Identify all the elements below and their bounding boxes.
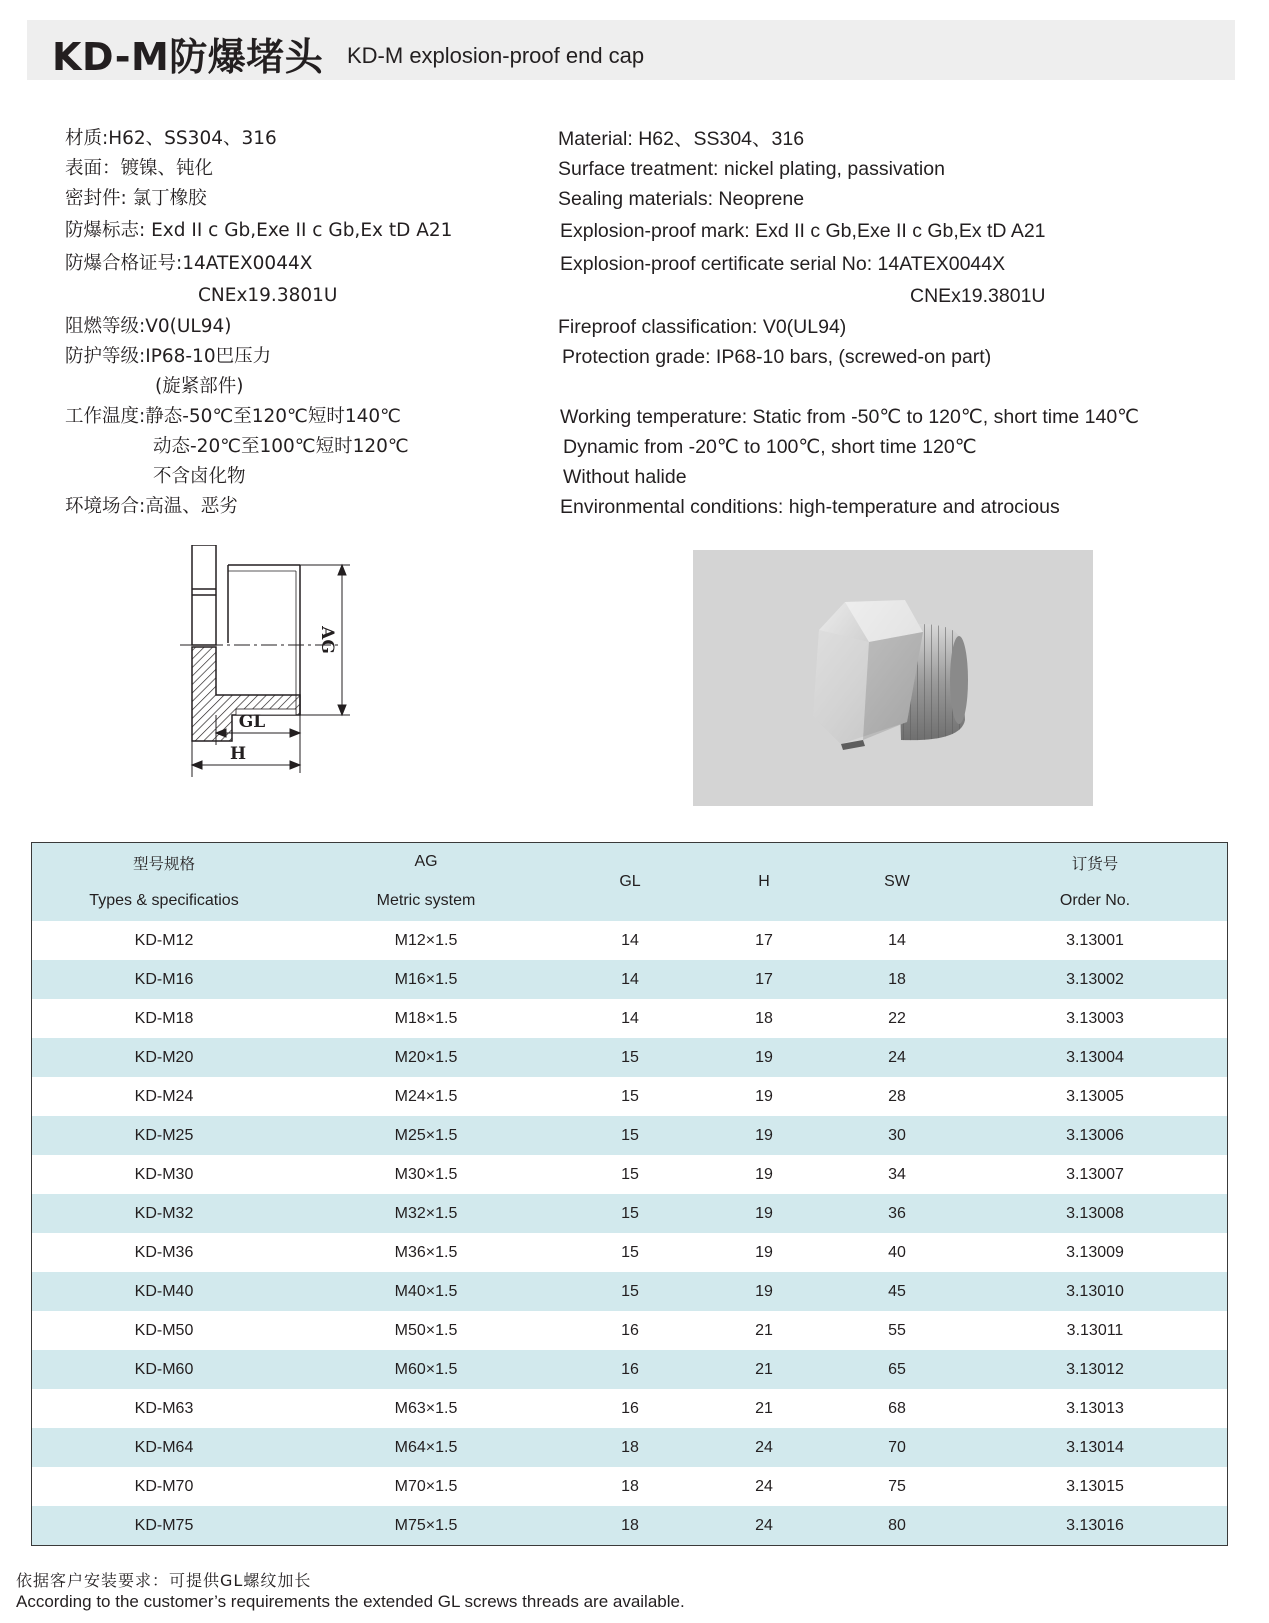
cell-sw: 34 [888, 1166, 906, 1183]
cell-order: 3.13016 [1066, 1517, 1124, 1534]
cell-sw: 80 [888, 1517, 906, 1534]
product-photo [693, 550, 1093, 806]
table-row [32, 1389, 1227, 1428]
spec-zh-certificate-2: CNEx19.3801U [198, 285, 338, 306]
cell-gl: 14 [621, 932, 639, 949]
end-cap-image [693, 550, 1093, 806]
cell-ag: M70×1.5 [394, 1478, 458, 1495]
cell-order: 3.13011 [1066, 1322, 1124, 1339]
table-row [32, 1077, 1227, 1116]
table-row [32, 1428, 1227, 1467]
table-row [32, 921, 1227, 960]
cell-ag: M16×1.5 [394, 971, 458, 988]
table-row [32, 1116, 1227, 1155]
cell-order: 3.13009 [1066, 1244, 1124, 1261]
cell-sw: 68 [888, 1400, 906, 1417]
cell-ag: M20×1.5 [394, 1049, 458, 1066]
cell-type: KD-M24 [134, 1088, 194, 1105]
table-row [32, 1233, 1227, 1272]
cell-sw: 65 [888, 1361, 906, 1378]
cell-order: 3.13004 [1066, 1049, 1124, 1066]
cell-gl: 15 [621, 1244, 639, 1261]
cell-gl: 15 [621, 1049, 639, 1066]
spec-zh-surface: 表面：镀镍、钝化 [65, 158, 214, 179]
cell-h: 19 [755, 1166, 773, 1183]
cell-h: 21 [755, 1322, 773, 1339]
cell-order: 3.13015 [1066, 1478, 1124, 1495]
cell-gl: 14 [621, 971, 639, 988]
cell-gl: 15 [621, 1166, 639, 1183]
cell-ag: M30×1.5 [394, 1166, 458, 1183]
title-bar [27, 20, 1235, 80]
table-row [32, 960, 1227, 999]
header-order-zh: 订货号 [1071, 855, 1119, 873]
cell-gl: 14 [621, 1010, 639, 1027]
cell-ag: M75×1.5 [394, 1517, 458, 1534]
cell-sw: 28 [888, 1088, 906, 1105]
table-row [32, 1194, 1227, 1233]
table-row [32, 1506, 1227, 1545]
table-row [32, 999, 1227, 1038]
spec-en-protection: Protection grade: IP68-10 bars, (screwed-on part) [562, 346, 992, 368]
cell-gl: 16 [621, 1322, 639, 1339]
spec-zh-protection-note: (旋紧部件) [155, 376, 244, 397]
cell-ag: M32×1.5 [394, 1205, 458, 1222]
cell-type: KD-M12 [134, 932, 194, 949]
cell-type: KD-M64 [134, 1439, 194, 1456]
footer-note-zh: 依据客户安装要求：可提供GL螺纹加长 [16, 1571, 312, 1590]
cell-type: KD-M20 [134, 1049, 194, 1066]
spec-zh-temperature-dynamic: 动态-20℃至100℃短时120℃ [153, 436, 409, 457]
cell-ag: M64×1.5 [394, 1439, 458, 1456]
cell-type: KD-M75 [134, 1517, 194, 1534]
cell-order: 3.13007 [1066, 1166, 1124, 1183]
cell-gl: 16 [621, 1361, 639, 1378]
cell-gl: 15 [621, 1205, 639, 1222]
header-ag-sub: Metric system [376, 892, 476, 909]
table-row [32, 1272, 1227, 1311]
cell-sw: 45 [888, 1283, 906, 1300]
cell-h: 24 [755, 1439, 773, 1456]
spec-en-material: Material: H62、SS304、316 [558, 128, 805, 150]
cell-gl: 18 [621, 1478, 639, 1495]
spec-table [31, 842, 1228, 1546]
label-h: H [229, 744, 247, 764]
cell-gl: 15 [621, 1283, 639, 1300]
spec-zh-environment: 环境场合:高温、恶劣 [65, 496, 238, 517]
spec-en-temperature-dynamic: Dynamic from -20℃ to 100℃, short time 120℃ [563, 436, 977, 458]
table-header [32, 843, 1227, 921]
cell-ag: M25×1.5 [394, 1127, 458, 1144]
cell-gl: 18 [621, 1439, 639, 1456]
cell-ag: M63×1.5 [394, 1400, 458, 1417]
cell-h: 17 [755, 971, 773, 988]
label-gl: GL [238, 712, 266, 732]
cell-h: 19 [755, 1088, 773, 1105]
cell-order: 3.13014 [1066, 1439, 1124, 1456]
cell-type: KD-M63 [134, 1400, 194, 1417]
spec-zh-protection: 防护等级:IP68-10巴压力 [65, 346, 272, 367]
cell-ag: M18×1.5 [394, 1010, 458, 1027]
cell-h: 19 [755, 1244, 773, 1261]
cell-order: 3.13003 [1066, 1010, 1124, 1027]
table-row [32, 1038, 1227, 1077]
spec-en-sealing: Sealing materials: Neoprene [558, 188, 805, 210]
spec-en-certificate-2: CNEx19.3801U [910, 285, 1046, 307]
cell-gl: 15 [621, 1088, 639, 1105]
table-row [32, 1467, 1227, 1506]
cell-order: 3.13001 [1066, 932, 1124, 949]
cell-h: 19 [755, 1049, 773, 1066]
cell-sw: 24 [888, 1049, 906, 1066]
cell-ag: M60×1.5 [394, 1361, 458, 1378]
spec-zh-sealing: 密封件: 氯丁橡胶 [65, 188, 207, 209]
spec-en-halide: Without halide [563, 466, 687, 488]
cell-h: 19 [755, 1205, 773, 1222]
cell-h: 19 [755, 1127, 773, 1144]
cell-ag: M12×1.5 [394, 932, 458, 949]
cell-order: 3.13002 [1066, 971, 1124, 988]
spec-en-fireproof: Fireproof classification: V0(UL94) [558, 316, 847, 338]
cell-type: KD-M40 [134, 1283, 194, 1300]
cell-type: KD-M70 [134, 1478, 194, 1495]
cell-gl: 16 [621, 1400, 639, 1417]
cell-sw: 30 [888, 1127, 906, 1144]
cell-h: 24 [755, 1478, 773, 1495]
page-title-en: KD-M explosion-proof end cap [347, 43, 645, 68]
cell-sw: 22 [888, 1010, 906, 1027]
cell-type: KD-M32 [134, 1205, 194, 1222]
header-sw: SW [884, 873, 910, 890]
cell-sw: 75 [888, 1478, 906, 1495]
footer-note-en: According to the customer’s requirements the extended GL screws threads are available. [16, 1592, 685, 1611]
cell-ag: M24×1.5 [394, 1088, 458, 1105]
technical-drawing [170, 545, 370, 805]
header-ag: AG [414, 853, 438, 870]
cell-order: 3.13006 [1066, 1127, 1124, 1144]
cell-sw: 14 [888, 932, 906, 949]
header-type-en: Types & specificatios [89, 892, 239, 909]
cell-h: 18 [755, 1010, 773, 1027]
spec-en-certificate: Explosion-proof certificate serial No: 14ATEX0044X [560, 253, 1006, 275]
cell-sw: 70 [888, 1439, 906, 1456]
cell-h: 19 [755, 1283, 773, 1300]
spec-en-temperature: Working temperature: Static from -50℃ to 120℃, short time 140℃ [560, 406, 1140, 428]
cell-ag: M40×1.5 [394, 1283, 458, 1300]
spec-zh-temperature: 工作温度:静态-50℃至120℃短时140℃ [65, 406, 401, 427]
cell-sw: 36 [888, 1205, 906, 1222]
cell-sw: 40 [888, 1244, 906, 1261]
cell-ag: M50×1.5 [394, 1322, 458, 1339]
cell-h: 24 [755, 1517, 773, 1534]
cell-h: 17 [755, 932, 773, 949]
cell-gl: 18 [621, 1517, 639, 1534]
header-type-zh: 型号规格 [132, 855, 196, 873]
cell-order: 3.13012 [1066, 1361, 1124, 1378]
cell-sw: 18 [888, 971, 906, 988]
cell-order: 3.13008 [1066, 1205, 1124, 1222]
cell-h: 21 [755, 1361, 773, 1378]
spec-zh-ex-mark: 防爆标志: Exd II c Gb,Exe II c Gb,Ex tD A21 [65, 220, 453, 241]
spec-zh-fireproof: 阻燃等级:V0(UL94) [65, 316, 232, 337]
cell-type: KD-M36 [134, 1244, 194, 1261]
table-row [32, 1311, 1227, 1350]
table-row [32, 1155, 1227, 1194]
cell-order: 3.13005 [1066, 1088, 1124, 1105]
spec-zh-material: 材质:H62、SS304、316 [65, 128, 277, 149]
header-gl: GL [619, 873, 641, 890]
table-row [32, 1350, 1227, 1389]
cell-order: 3.13013 [1066, 1400, 1124, 1417]
label-ag: AG [317, 626, 337, 654]
cell-h: 21 [755, 1400, 773, 1417]
cell-order: 3.13010 [1066, 1283, 1124, 1300]
header-order-en: Order No. [1059, 892, 1131, 909]
cell-type: KD-M60 [134, 1361, 194, 1378]
spec-en-ex-mark: Explosion-proof mark: Exd II c Gb,Exe II c Gb,Ex tD A21 [560, 220, 1046, 242]
spec-zh-certificate: 防爆合格证号:14ATEX0044X [65, 253, 313, 274]
cell-type: KD-M16 [134, 971, 194, 988]
spec-zh-halide: 不含卤化物 [153, 466, 246, 487]
cell-type: KD-M50 [134, 1322, 194, 1339]
header-h: H [758, 873, 770, 890]
spec-en-environment: Environmental conditions: high-temperature and atrocious [560, 496, 1060, 518]
cell-sw: 55 [888, 1322, 906, 1339]
cell-type: KD-M30 [134, 1166, 194, 1183]
cell-gl: 15 [621, 1127, 639, 1144]
cell-type: KD-M18 [134, 1010, 194, 1027]
cell-ag: M36×1.5 [394, 1244, 458, 1261]
page-title-zh: KD-M防爆堵头 [52, 35, 324, 79]
spec-en-surface: Surface treatment: nickel plating, passivation [558, 158, 945, 180]
cell-type: KD-M25 [134, 1127, 194, 1144]
